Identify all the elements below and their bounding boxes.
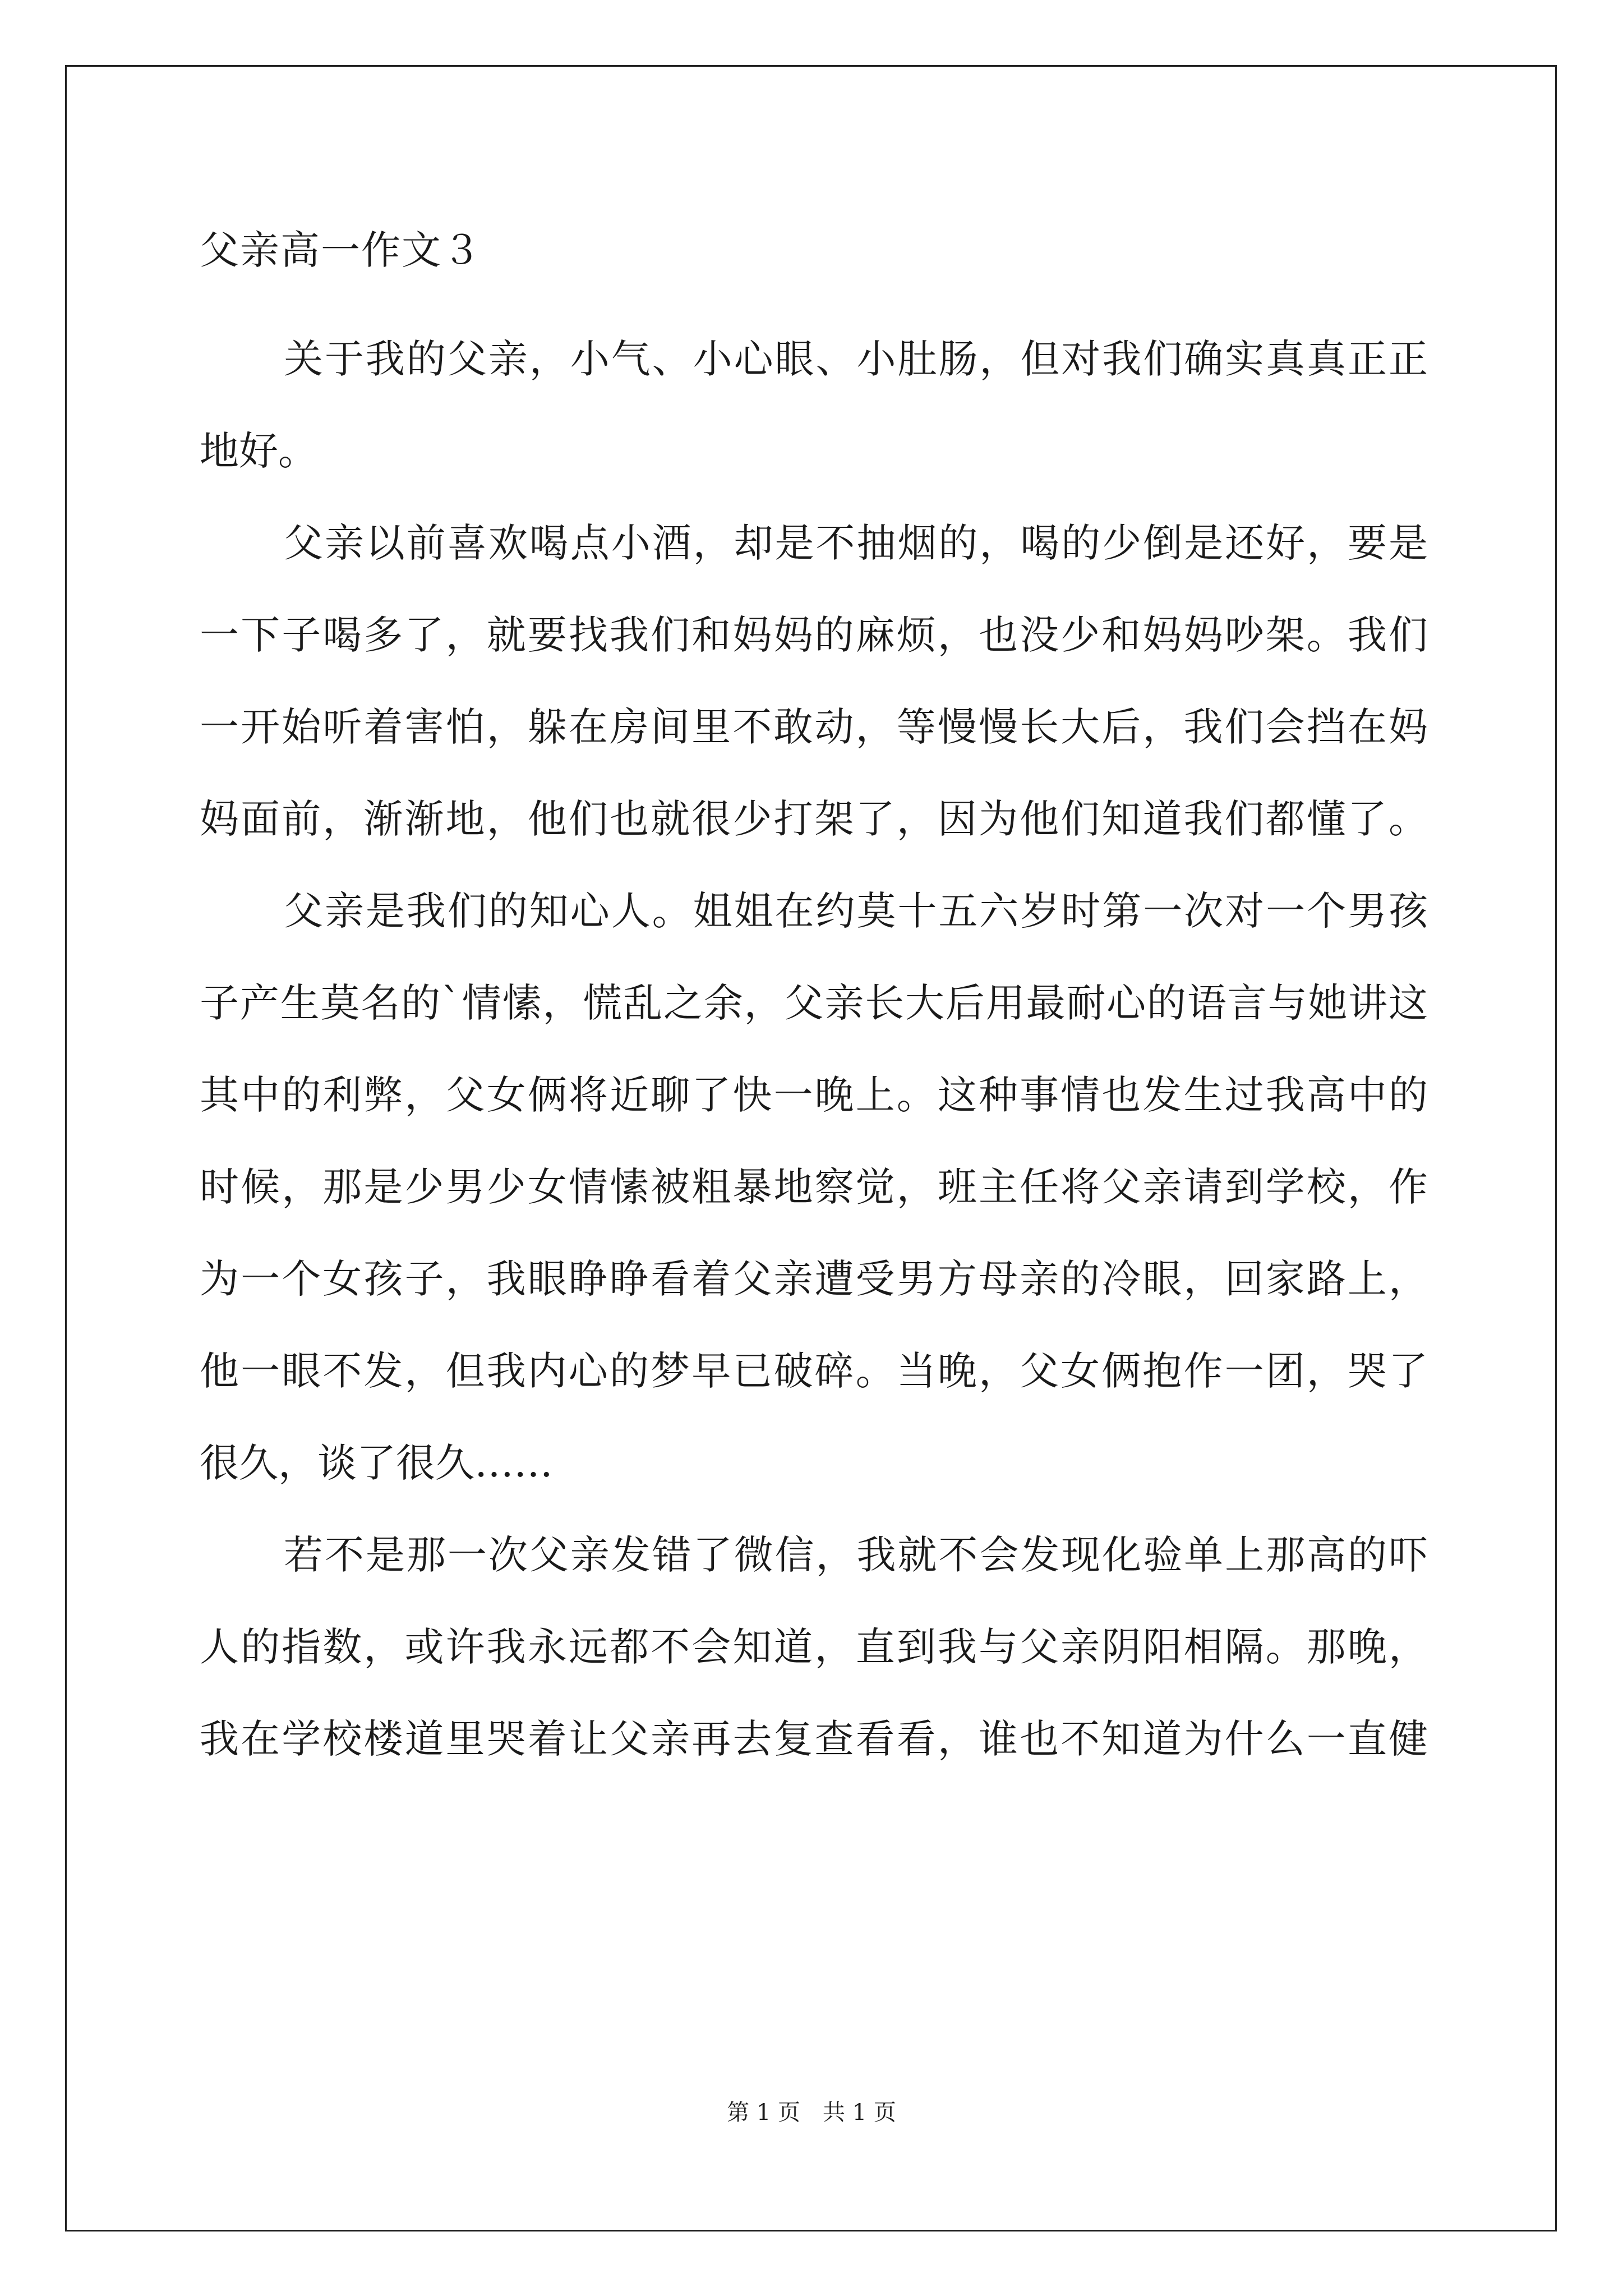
- paragraph-line: 他一眼不发，但我内心的梦早已破碎。当晚，父女俩抱作一团，哭了: [200, 1348, 1428, 1394]
- paragraph-line: 人的指数，或许我永远都不会知道，直到我与父亲阴阳相隔。那晚，: [200, 1624, 1428, 1670]
- paragraph-line: 子产生莫名的`情愫，慌乱之余，父亲长大后用最耐心的语言与她讲这: [200, 980, 1428, 1026]
- paragraph-line: 若不是那一次父亲发错了微信，我就不会发现化验单上那高的吓: [284, 1532, 1428, 1578]
- paragraph-line: 地好。: [200, 428, 317, 474]
- document-title: 父亲高一作文３: [200, 227, 482, 273]
- page-frame: [65, 65, 1557, 2231]
- paragraph-line: 一下子喝多了，就要找我们和妈妈的麻烦，也没少和妈妈吵架。我们: [200, 612, 1428, 658]
- paragraph-line: 一开始听着害怕，躲在房间里不敢动，等慢慢长大后，我们会挡在妈: [200, 704, 1428, 750]
- paragraph-line: 我在学校楼道里哭着让父亲再去复查看看，谁也不知道为什么一直健: [200, 1716, 1428, 1762]
- paragraph-line: 父亲以前喜欢喝点小酒，却是不抽烟的，喝的少倒是还好，要是: [284, 520, 1428, 566]
- paragraph-line: 其中的利弊，父女俩将近聊了快一晚上。这种事情也发生过我高中的: [200, 1072, 1428, 1118]
- paragraph-line: 关于我的父亲，小气、小心眼、小肚肠，但对我们确实真真正正: [284, 336, 1428, 382]
- page-number-footer: 第 1 页 共 1 页: [727, 2100, 896, 2125]
- paragraph-line: 很久，谈了很久……: [200, 1440, 553, 1486]
- paragraph-line: 妈面前，渐渐地，他们也就很少打架了，因为他们知道我们都懂了。: [200, 796, 1428, 842]
- paragraph-line: 为一个女孩子，我眼睁睁看着父亲遭受男方母亲的冷眼，回家路上，: [200, 1256, 1428, 1302]
- paragraph-line: 父亲是我们的知心人。姐姐在约莫十五六岁时第一次对一个男孩: [284, 888, 1428, 934]
- paragraph-line: 时候，那是少男少女情愫被粗暴地察觉，班主任将父亲请到学校，作: [200, 1164, 1428, 1210]
